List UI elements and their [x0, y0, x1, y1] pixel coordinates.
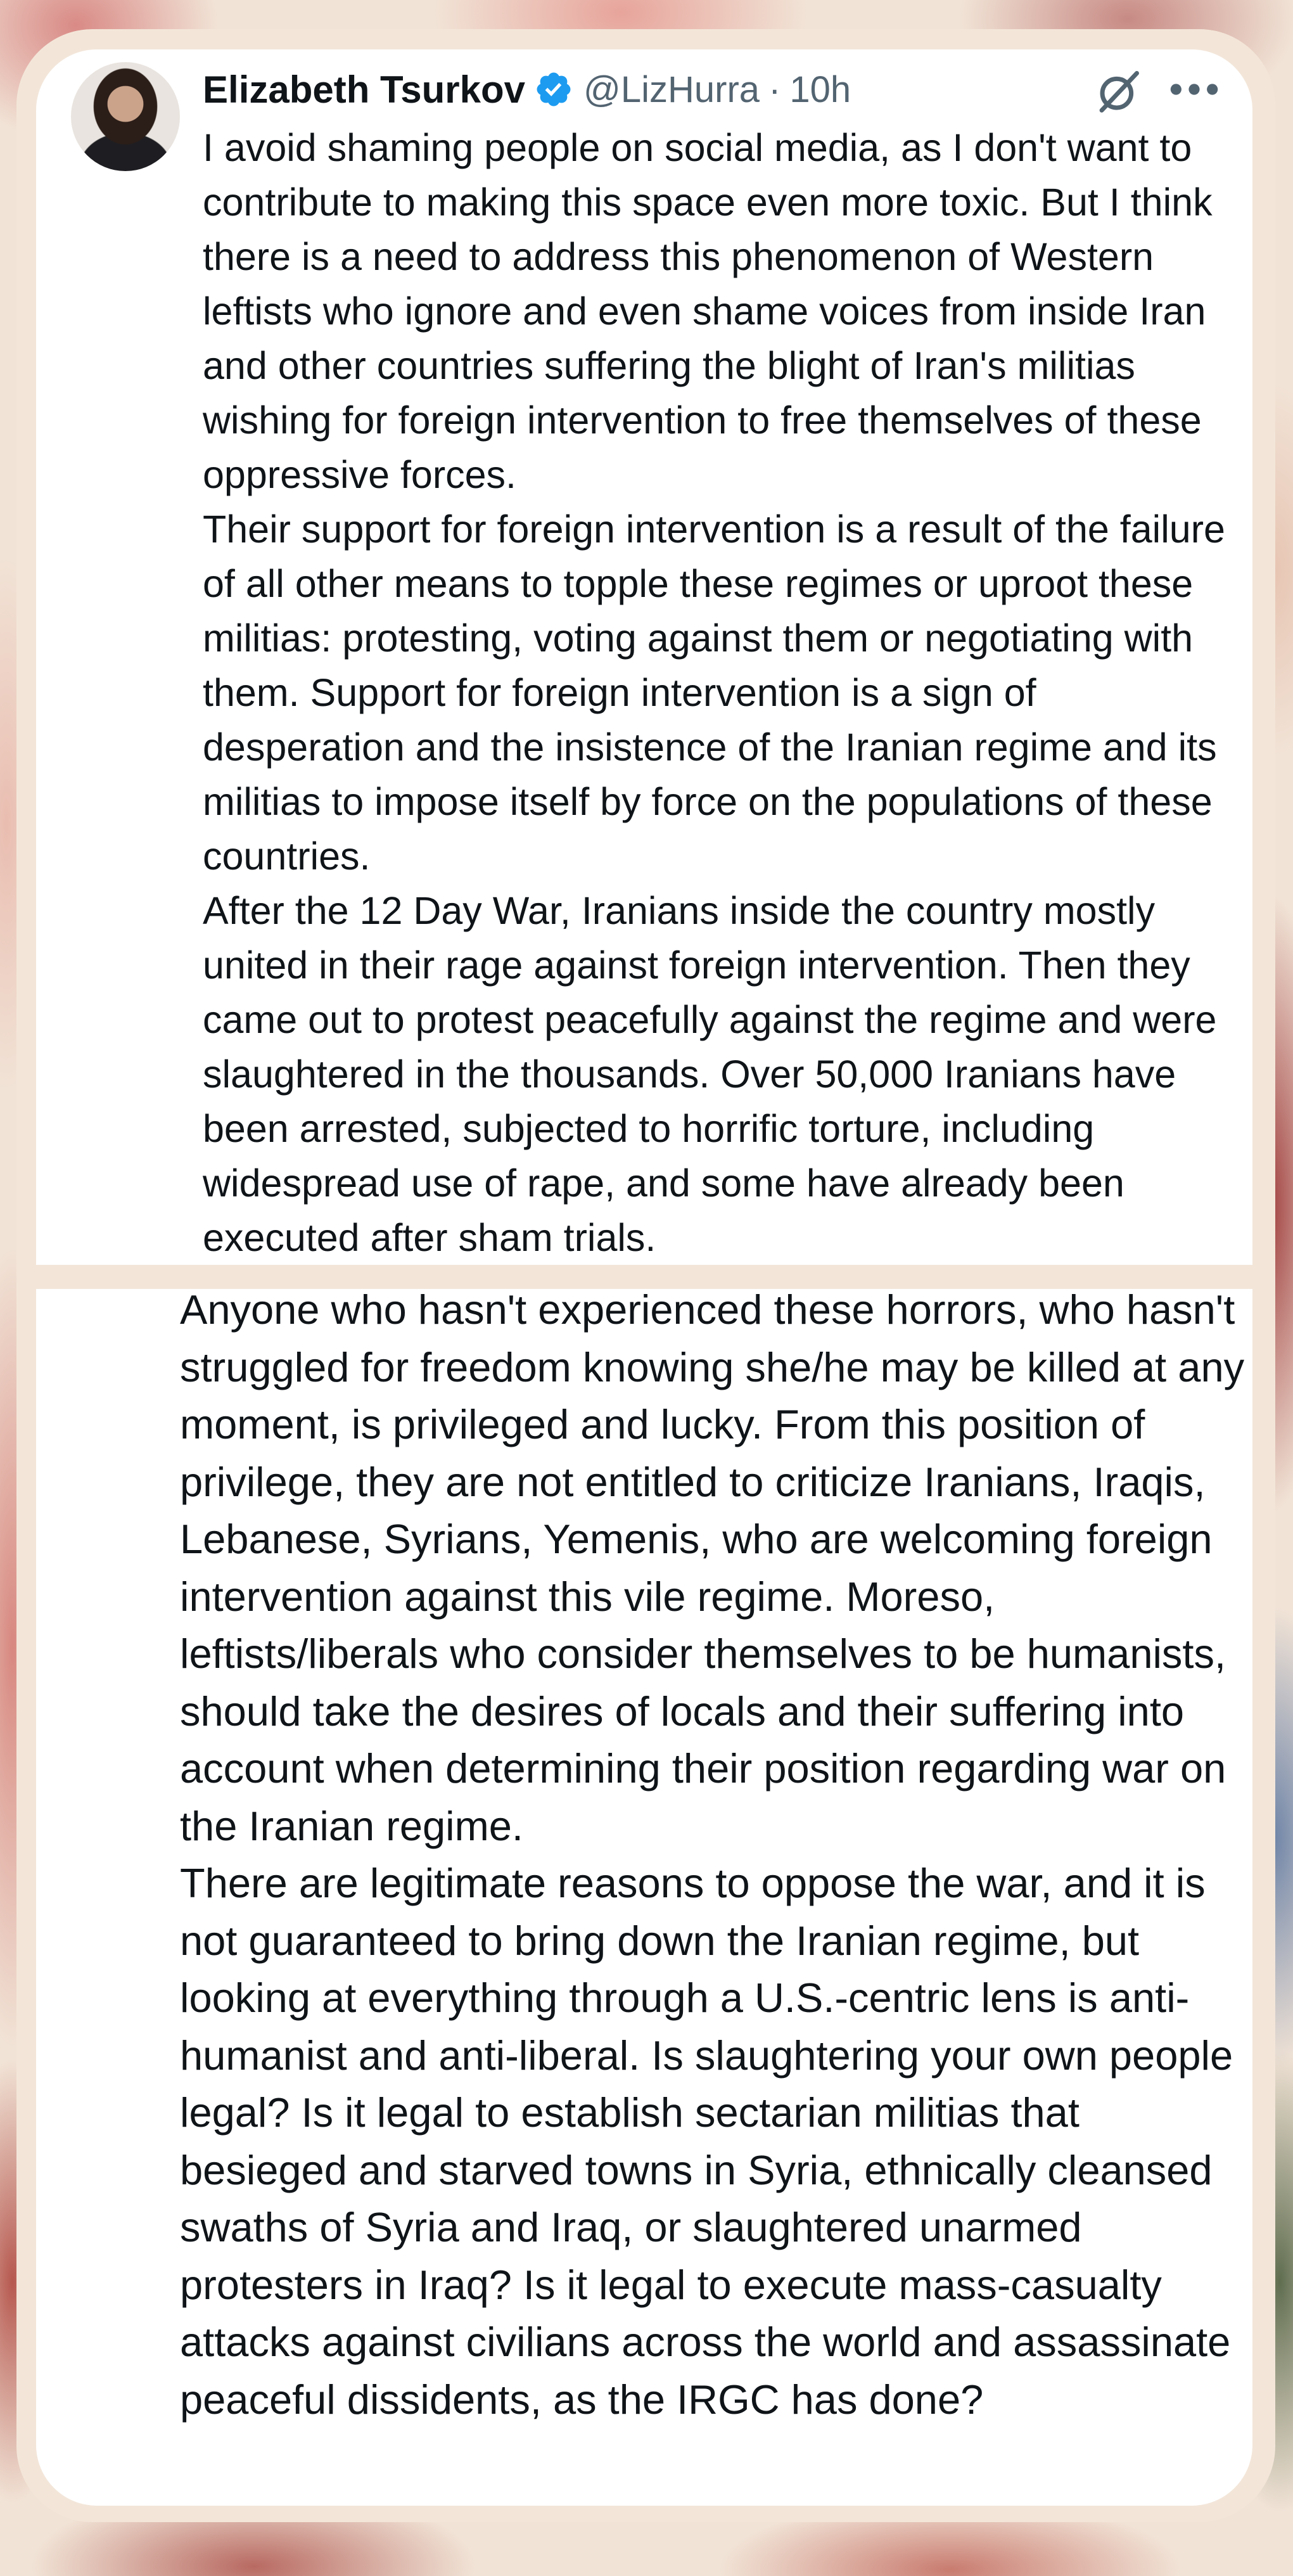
tweet-header: [203, 61, 851, 118]
paragraph: Anyone who hasn't experienced these horrors, who hasn't struggled for freedom knowing she/he may be killed at any moment, is privileged and lucky. From this position of privilege, they are not entitled to criticize Iranians, Iraqis, Lebanese, Syrians, Yemenis, who are welcoming foreign intervention against this vile regime. Moreso, leftists/liberals who consider themselves to be humanists, should take the desires of locals and their suffering into account when determining their position regarding war on the Iranian regime.: [180, 1286, 1245, 1849]
separator-dot: ·: [768, 68, 781, 110]
tweet-text-bottom: [180, 1281, 1251, 2428]
grok-icon[interactable]: [1095, 67, 1143, 115]
post-time[interactable]: 10h: [789, 68, 851, 110]
more-icon[interactable]: [1167, 80, 1221, 99]
author-name[interactable]: Elizabeth Tsurkov: [203, 68, 526, 111]
tweet-text-top: [203, 120, 1229, 1265]
verified-badge-icon: [534, 70, 573, 109]
paragraph: There are legitimate reasons to oppose the war, and it is not guaranteed to bring down the Iranian regime, but looking at everything through a U.S.-centric lens is anti-humanist and anti-liberal. Is slaughtering your own people legal? Is it legal to establish sectarian militias that besieged and starved towns in Syria, ethnically cleansed swaths of Syria and Iraq, or slaughtered unarmed protesters in Iraq? Is it legal to execute mass-casualty attacks against civilians across the world and assassinate peaceful dissidents, as the IRGC has done?: [180, 1860, 1233, 2423]
paragraph: After the 12 Day War, Iranians inside the country mostly united in their rage against foreign intervention. Then they came out to protest peacefully against the regime and were slaughtered in the thousands. Over 50,000 Iranians have been arrested, subjected to horrific torture, including widespread use of rape, and some have already been executed after sham trials.: [203, 889, 1217, 1259]
paragraph: I avoid shaming people on social media, as I don't want to contribute to making this space even more toxic. But I think there is a need to address this phenomenon of Western leftists who ignore and even shame voices from inside Iran and other countries suffering the blight of Iran's militias wishing for foreign intervention to free themselves of these oppressive forces.: [203, 126, 1213, 496]
author-handle[interactable]: @LizHurra: [583, 68, 760, 110]
paragraph: Their support for foreign intervention is a result of the failure of all other means to topple these regimes or uproot these militias: protesting, voting against them or negotiating with them. Support for foreign intervention is a sign of desperation and the insistence of the Iranian regime and its militias to impose itself by force on the populations of these countries.: [203, 508, 1225, 878]
avatar[interactable]: [71, 62, 180, 171]
